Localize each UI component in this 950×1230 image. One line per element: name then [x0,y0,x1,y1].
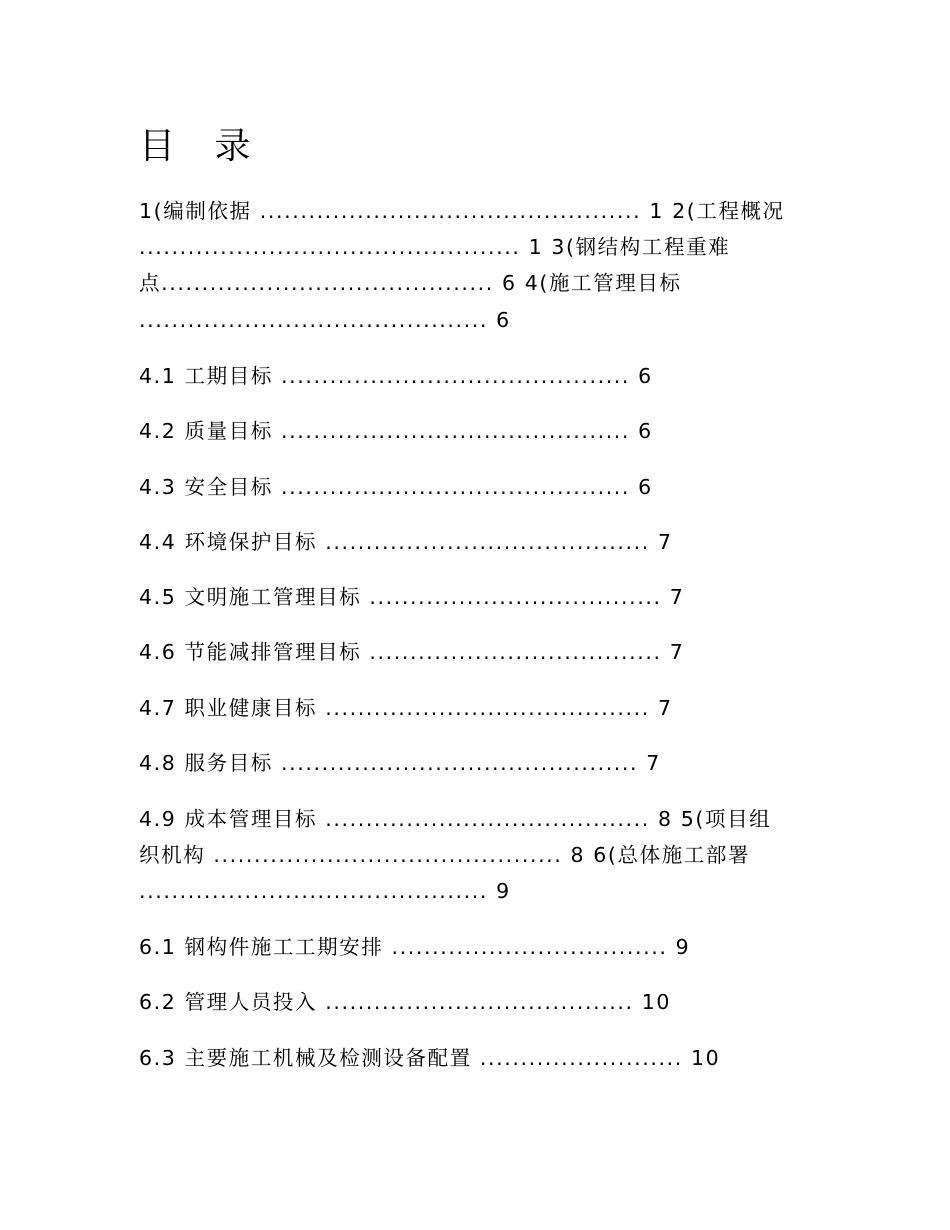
toc-line: 4.6 节能减排管理目标 .................................... 7 [139,640,685,664]
toc-line: ........................................... 6 [139,308,511,332]
toc-line: 4.8 服务目标 ............................................ 7 [139,751,661,775]
toc-line: 6.1 钢构件施工工期安排 .................................. 9 [139,935,691,959]
toc-line: 6.2 管理人员投入 ...................................... 10 [139,990,672,1014]
toc-line: 1(编制依据 ............................................... 1 2(工程概况 [139,199,785,223]
toc-line: 4.2 质量目标 ........................................... 6 [139,419,653,443]
toc-line: 织机构 ........................................... 8 6(总体施工部署 [139,843,751,867]
toc-line: ............................................... 1 3(钢结构工程重难 [139,235,731,259]
toc-title: 目 录 [139,126,265,167]
toc-line: 4.4 环境保护目标 ........................................ 7 [139,530,673,554]
toc-line: 4.7 职业健康目标 ........................................ 7 [139,696,673,720]
toc-line: 4.1 工期目标 ........................................... 6 [139,364,653,388]
toc-line: 4.9 成本管理目标 ........................................ 8 5(项目组 [139,807,772,831]
toc-line: ........................................... 9 [139,879,511,903]
toc-line: 4.5 文明施工管理目标 .................................... 7 [139,585,685,609]
toc-line: 点......................................... 6 4(施工管理目标 [139,271,682,295]
toc-line: 4.3 安全目标 ........................................... 6 [139,475,653,499]
toc-line: 6.3 主要施工机械及检测设备配置 ......................... 10 [139,1046,721,1070]
